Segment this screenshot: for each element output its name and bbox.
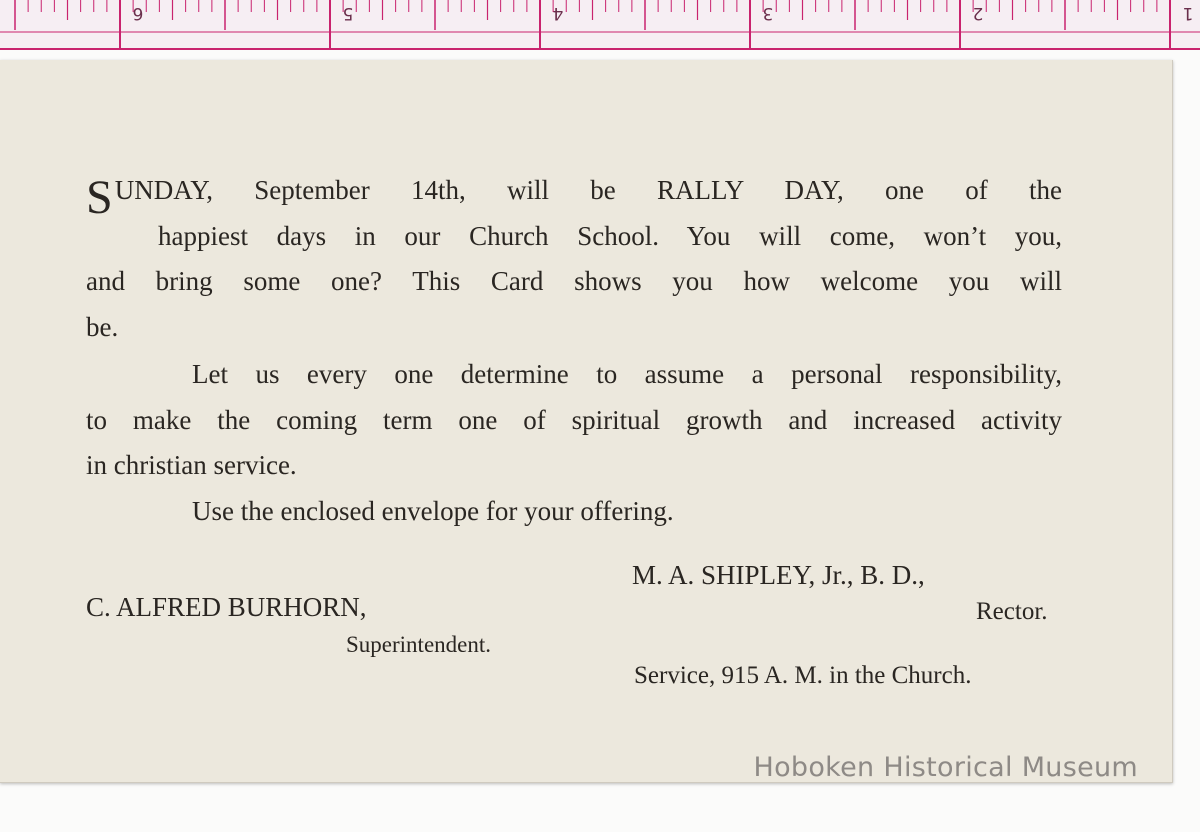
- paragraph-text: UNDAY, September 14th, will be RALLY DAY, one of the: [114, 175, 1062, 205]
- superintendent-title: Superintendent.: [346, 632, 491, 657]
- service-time: Service, 915 A. M. in the Church.: [634, 662, 972, 689]
- paragraph-line: in christian service.: [86, 450, 297, 480]
- paragraph-offering: Use the enclosed envelope for your offering.: [192, 496, 674, 526]
- ruler-number-3: 3: [762, 3, 774, 23]
- ruler-number-5: 5: [342, 3, 354, 23]
- paragraph-line: [86, 168, 1062, 224]
- paragraph-line: happiest days in our Church School. You will come, won’t you,: [158, 220, 1062, 251]
- ruler-number-4: 4: [552, 3, 564, 23]
- superintendent-name: C. ALFRED BURHORN,: [86, 592, 367, 622]
- rector-name: M. A. SHIPLEY, Jr., B. D.,: [632, 560, 925, 590]
- watermark: Hoboken Historical Museum: [753, 752, 1138, 783]
- ruler-ticks: [0, 0, 1200, 48]
- paragraph-line: and bring some one? This Card shows you how welcome you will: [86, 266, 1062, 296]
- rector-title: Rector.: [976, 598, 1048, 625]
- ruler-number-2: 2: [972, 3, 984, 23]
- measuring-ruler: [0, 0, 1200, 50]
- paragraph-line: to make the coming term one of spiritual growth and increased activity: [86, 404, 1062, 435]
- paragraph-responsibility: [86, 352, 1062, 489]
- ruler-number-6: 6: [132, 3, 144, 23]
- paragraph-rally-day: [86, 168, 1062, 350]
- drop-cap: S: [86, 171, 113, 224]
- ruler-number-1: 1: [1182, 3, 1194, 23]
- paragraph-line: Let us every one determine to assume a personal responsibility,: [192, 359, 1062, 389]
- paragraph-line: be.: [86, 311, 119, 342]
